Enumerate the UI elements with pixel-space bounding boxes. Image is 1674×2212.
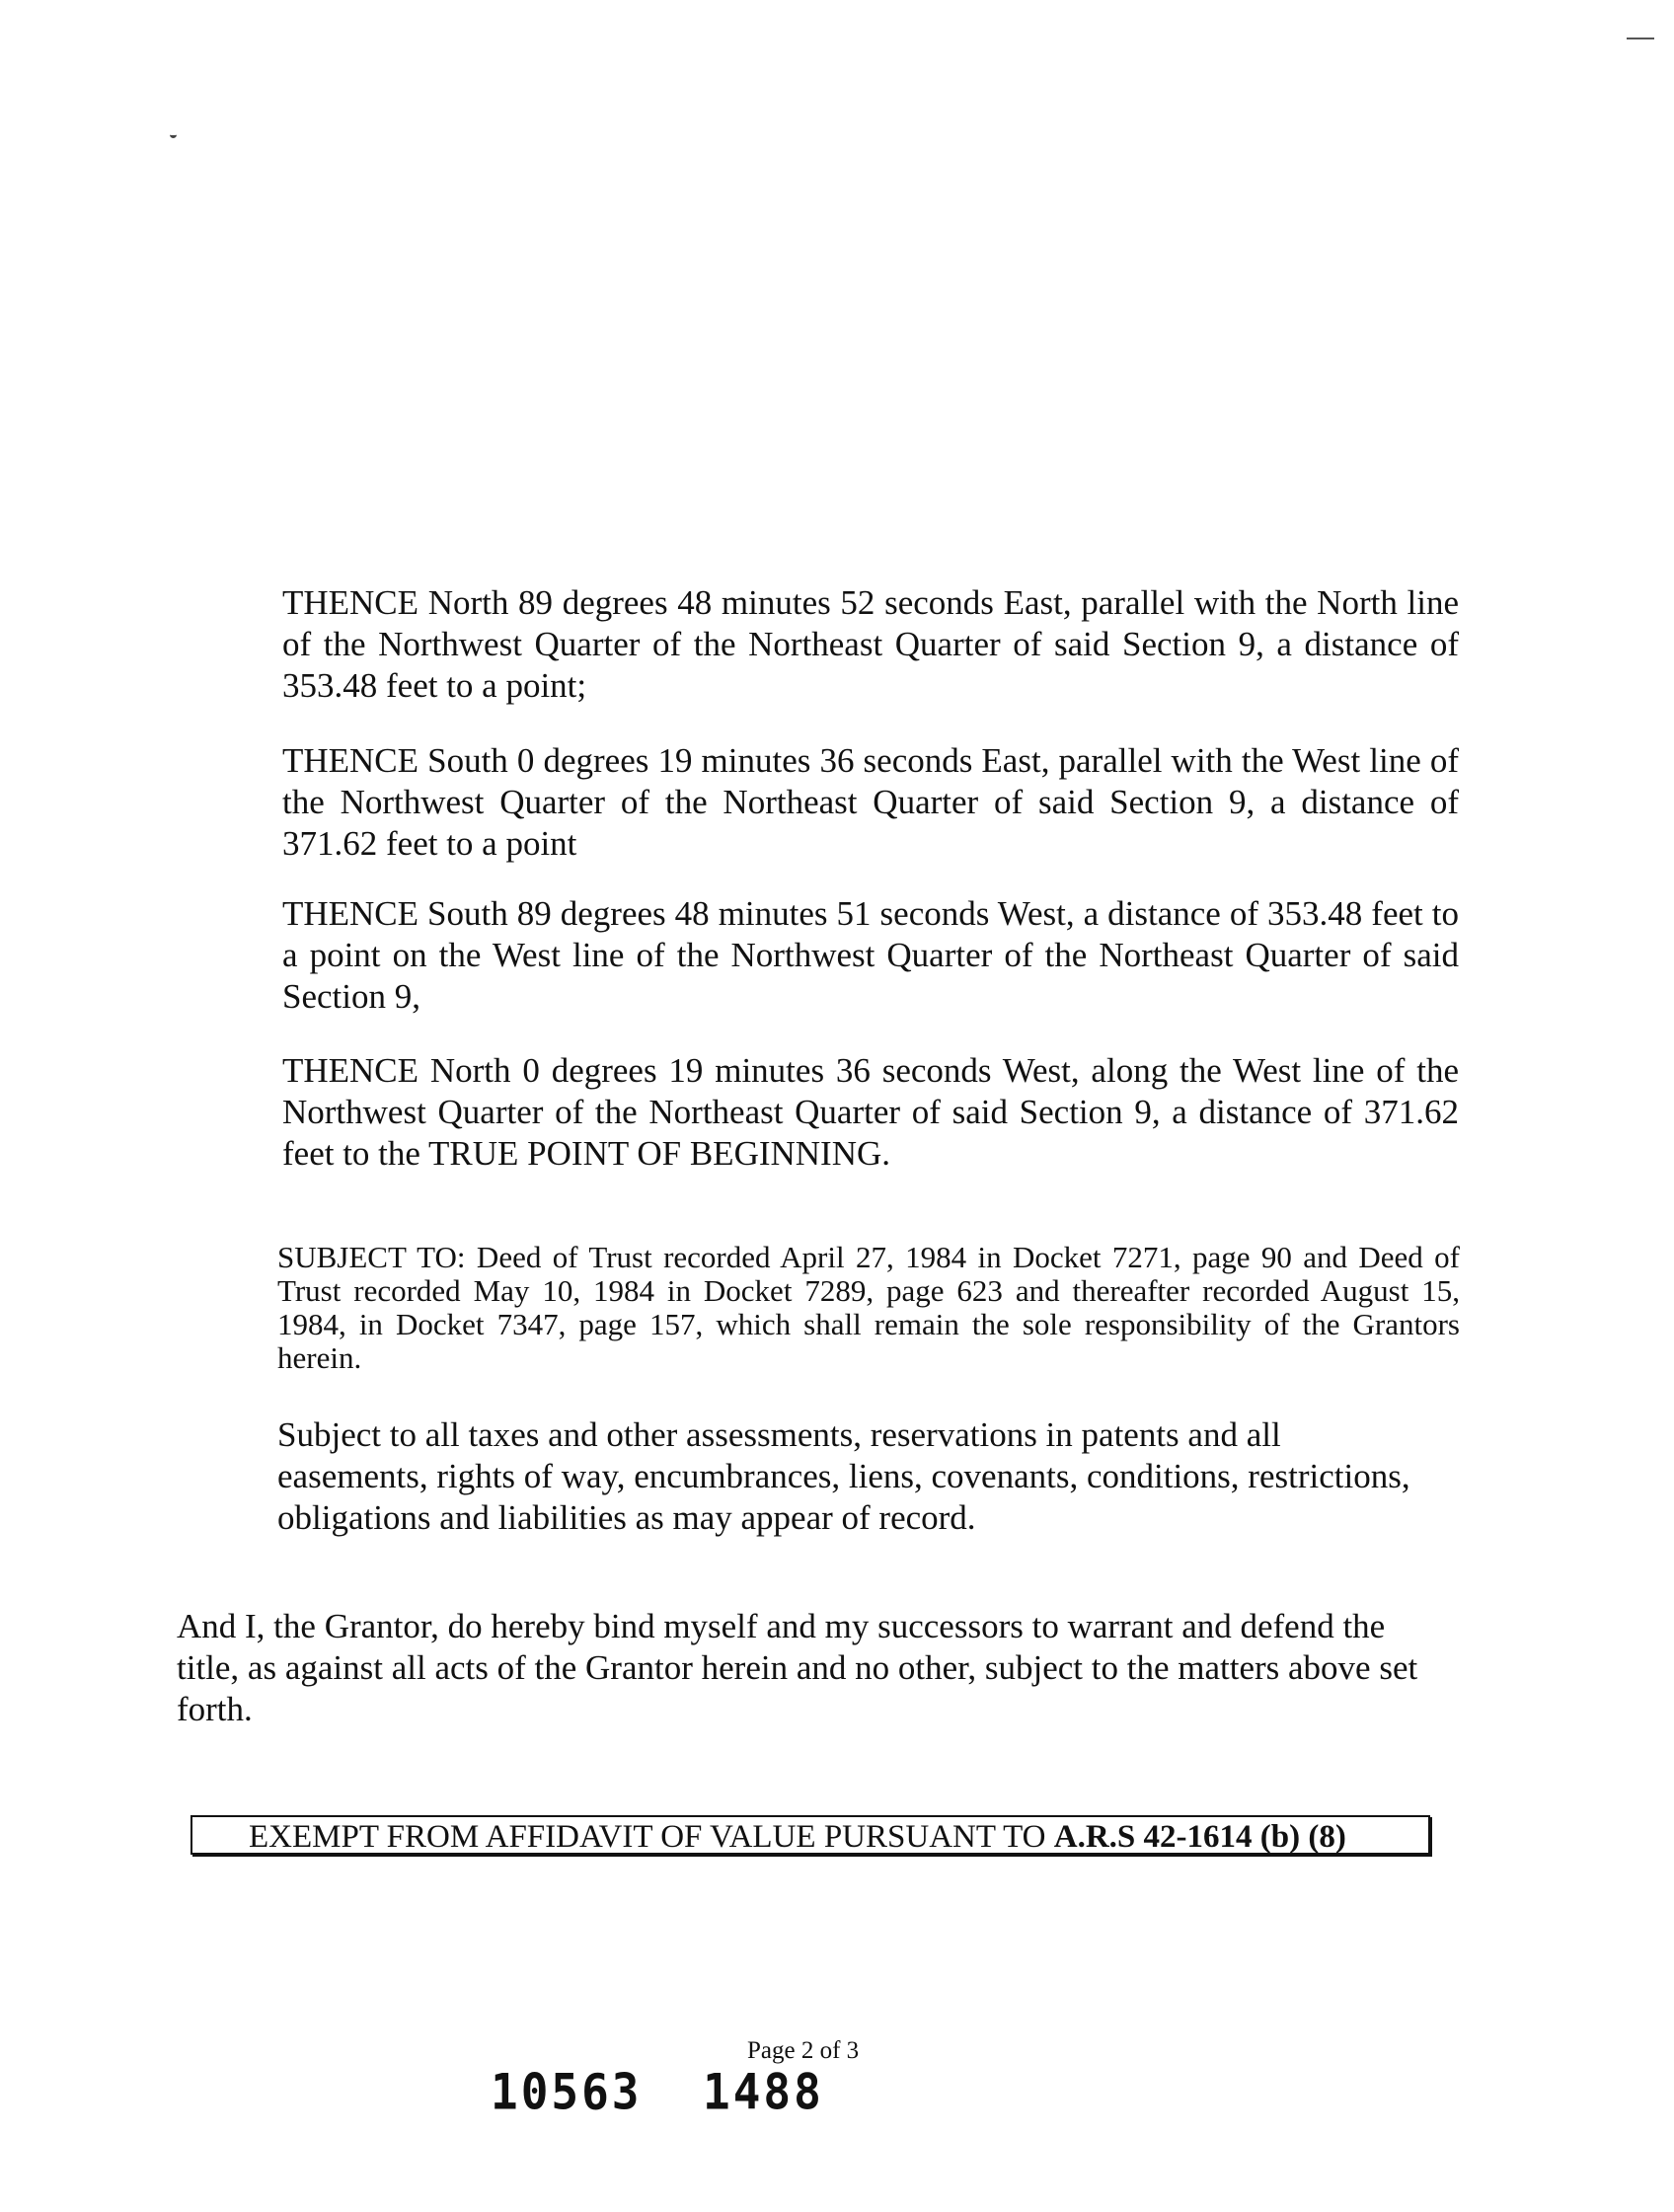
exempt-affidavit-box (190, 1815, 1430, 1855)
scan-mark (170, 131, 177, 138)
exempt-affidavit-text: EXEMPT FROM AFFIDAVIT OF VALUE PURSUANT TO (249, 1819, 1054, 1855)
legal-description-course-3: THENCE South 89 degrees 48 minutes 51 seconds West, a distance of 353.48 feet to a point on the West line of the Northwest Quarter of the Northeast Quarter of said Section 9, (282, 894, 1459, 1016)
page-number-label: Page 2 of 3 (747, 2037, 860, 2064)
recording-docket-stamp: 10563 (491, 2062, 643, 2121)
legal-description-course-2: THENCE South 0 degrees 19 minutes 36 seconds East, parallel with the West line of the Northwest Quarter of the Northeast Quarter of said Section 9, a distance of 371.62 feet to a point (282, 741, 1459, 863)
scan-mark-top-right (1627, 38, 1654, 39)
legal-description-course-1: THENCE North 89 degrees 48 minutes 52 seconds East, parallel with the North line of the Northwest Quarter of the Northeast Quarter of said Section 9, a distance of 353.48 feet to a point; (282, 583, 1459, 705)
grantor-warranty-clause: And I, the Grantor, do hereby bind myself and my successors to warrant and defend the title, as against all acts of the Grantor herein and no other, subject to the matters above set forth. (177, 1607, 1418, 1728)
legal-description-course-4: THENCE North 0 degrees 19 minutes 36 seconds West, along the West line of the Northwest Quarter of the Northeast Quarter of said Section 9, a distance of 371.62 feet to the TRUE POINT OF BEGINNING. (282, 1051, 1459, 1173)
recording-page-stamp: 1488 (703, 2062, 824, 2121)
exempt-statute-reference: A.R.S 42-1614 (b) (8) (1053, 1819, 1346, 1855)
subject-to-deeds-of-trust: SUBJECT TO: Deed of Trust recorded April 27, 1984 in Docket 7271, page 90 and Deed of Trust recorded May 10, 1984 in Docket 7289, page 623 and thereafter recorded August 15, 1984, in Docket 7347, page 157, which shall remain the sole responsibility of the Grantors herein. (277, 1240, 1460, 1375)
subject-to-taxes-easements: Subject to all taxes and other assessments, reservations in patents and all easements, rights of way, encumbrances, liens, covenants, conditions, restrictions, obligations and liabilities as may appear of record. (277, 1415, 1410, 1537)
